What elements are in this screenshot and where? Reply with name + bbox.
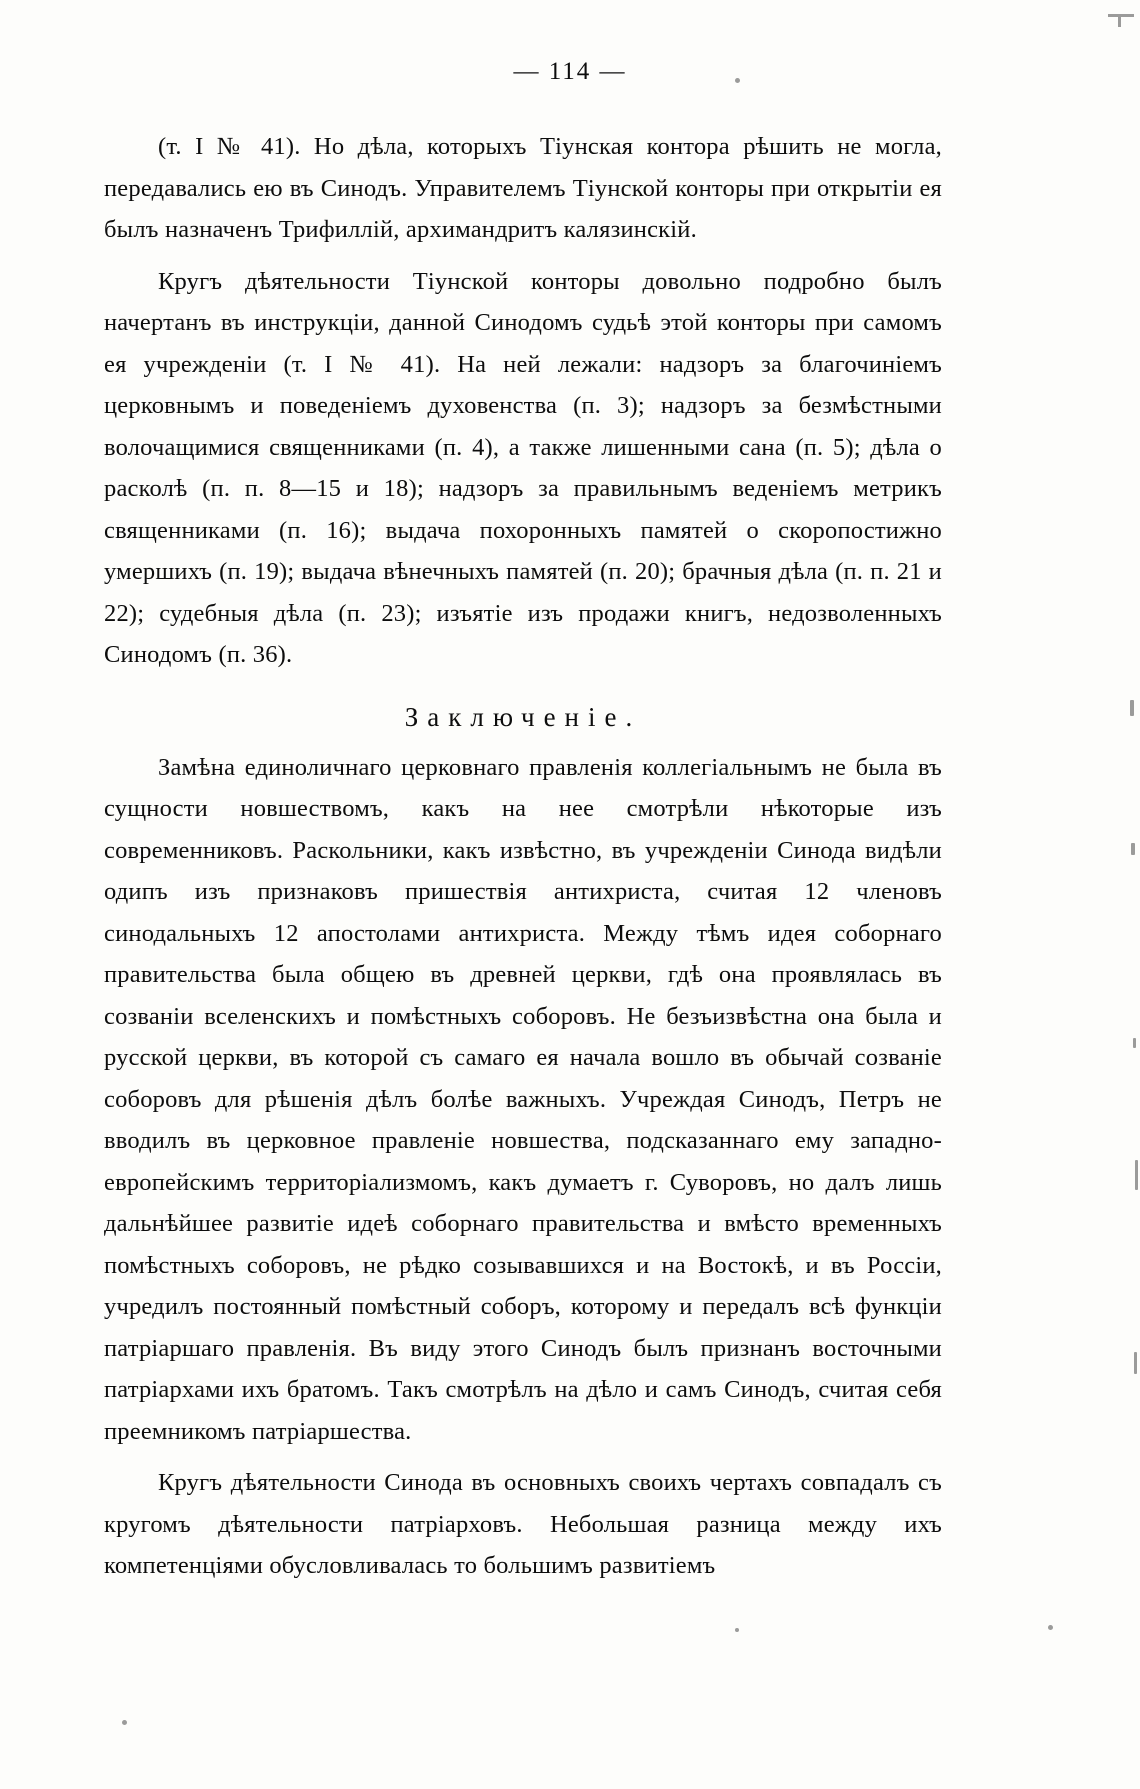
scan-speck — [122, 1720, 127, 1725]
page-number: — 114 — — [513, 58, 627, 85]
scan-speck — [1134, 1352, 1137, 1374]
paragraph-1: (т. I № 41). Но дѣла, которыхъ Тiунская контора рѣшить не могла, передавались ею въ Синодъ. Управителемъ Тiунской конторы при открытiи ея былъ назначенъ Трифиллiй, архимандритъ калязинскiй. — [104, 133, 942, 243]
paragraph-2: Кругъ дѣятельности Тiунской конторы довольно подробно былъ начертанъ въ инструкцiи, данной Синодомъ судьѣ этой конторы при самомъ ея учрежденiи (т. I № 41). На ней лежали: надзоръ за благочинiемъ церковнымъ и поведенiемъ духовенства (п. 3); надзоръ за безмѣстными волочащимися священниками (п. 4), а также лишенными сана (п. 5); дѣла о расколѣ (п. п. 8—15 и 18); надзоръ за правильнымъ веденiемъ метрикъ священниками (п. 16); выдача похоронныхъ памятей о скоропостижно умершихъ (п. 19); выдача вѣнечныхъ памятей (п. 20); брачныя дѣла (п. п. 21 и 22); судебныя дѣла (п. 23); изъятiе изъ продажи книгъ, недозволенныхъ Синодомъ (п. 36). — [104, 267, 942, 668]
scan-artifact-top-right — [1108, 14, 1134, 17]
scan-speck — [1130, 700, 1134, 716]
paragraph-3: Замѣна единоличнаго церковнаго правленiя коллегiальнымъ не была въ сущности новшествомъ, какъ на нее смотрѣли нѣкоторые изъ современниковъ. Раскольники, какъ извѣстно, въ учрежденiи Синода видѣли одипъ изъ признаковъ пришествiя антихриста, считая 12 членовъ синодальныхъ 12 апостолами антихриста. Между тѣмъ идея соборнаго правительства была общею въ древней церкви, гдѣ она проявлялась въ созванiи вселенскихъ и помѣстныхъ соборовъ. Не безъизвѣстна она была и русской церкви, въ которой съ самаго ея начала вошло въ обычай созванiе соборовъ для рѣшенiя дѣлъ болѣе важныхъ. Учреждая Синодъ, Петръ не вводилъ въ церковное правленiе новшества, подсказаннаго ему западно-европейскимъ территорiализмомъ, какъ думаетъ г. Суворовъ, но далъ лишь дальнѣйшее развитiе идеѣ соборнаго правительства и вмѣсто временныхъ помѣстныхъ соборовъ, не рѣдко созывавшихся и на Востокѣ, и въ Россiи, учредилъ постоянный помѣстный соборъ, которому и передалъ всѣ функцiи патрiаршаго правленiя. Въ виду этого Синодъ былъ признанъ восточными патрiархами ихъ братомъ. Такъ смотрѣлъ на дѣло и самъ Синодъ, считая себя преемникомъ патрiаршества. — [104, 753, 942, 1445]
page-body — [104, 126, 942, 1587]
scan-speck — [1135, 1160, 1138, 1190]
scan-speck — [1133, 1038, 1136, 1048]
scan-artifact-top-right-tail — [1118, 17, 1121, 27]
paragraph-4: Кругъ дѣятельности Синода въ основныхъ своихъ чертахъ совпадалъ съ кругомъ дѣятельности патрiарховъ. Небольшая разница между ихъ компетенцiями обусловливалась то большимъ развитiемъ — [104, 1469, 942, 1579]
scan-speck — [1131, 843, 1135, 855]
section-heading: Заключенiе. — [404, 701, 642, 732]
scan-speck — [735, 1628, 739, 1632]
scan-speck — [1048, 1625, 1053, 1630]
